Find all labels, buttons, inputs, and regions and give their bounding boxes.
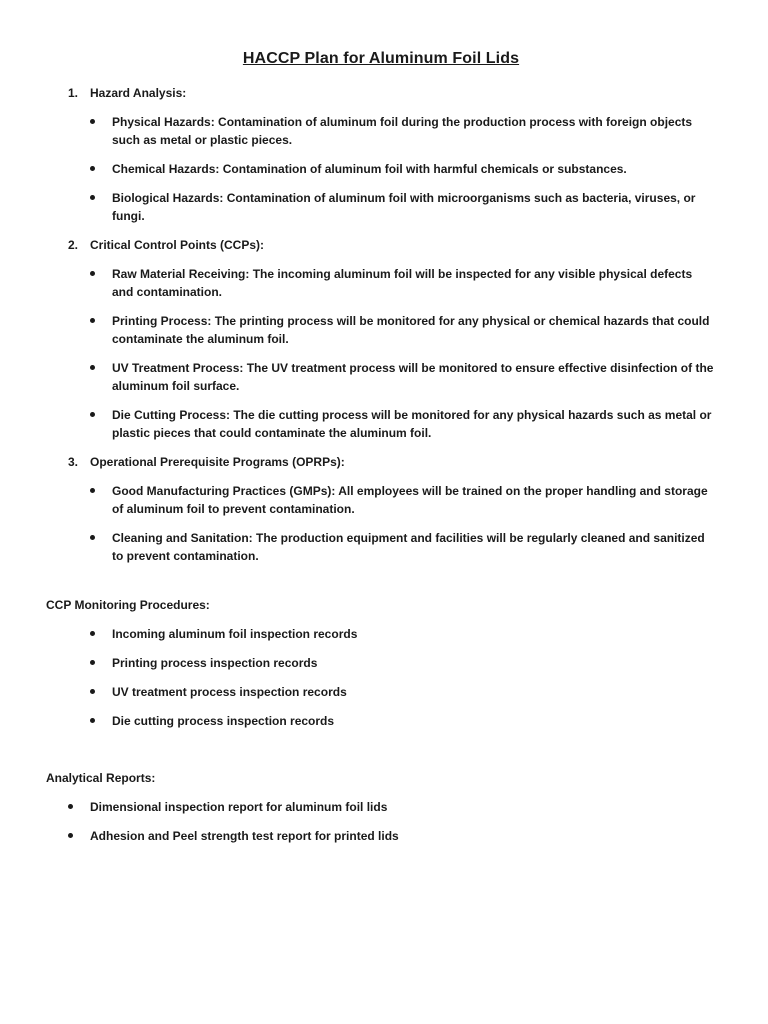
section-title: Hazard Analysis:	[90, 86, 187, 100]
list-item	[46, 265, 716, 301]
bullet-icon	[90, 535, 95, 540]
list-item	[46, 406, 716, 442]
bullet-icon	[90, 195, 95, 200]
section-title: Critical Control Points (CCPs):	[90, 238, 265, 252]
bullet-icon	[90, 166, 95, 171]
list-item	[46, 827, 716, 845]
list-item	[46, 189, 716, 225]
bullet-icon	[90, 689, 95, 694]
section-ccp-heading	[46, 236, 716, 254]
spacer	[46, 576, 716, 596]
list-item-text: UV Treatment Process: The UV treatment process will be monitored to ensure effective disinfection of the aluminum foil surface.	[112, 361, 714, 393]
oprp-list	[46, 482, 716, 565]
bullet-icon	[90, 412, 95, 417]
section-hazard-analysis-heading	[46, 84, 716, 102]
list-item	[46, 529, 716, 565]
list-item-text: Die cutting process inspection records	[112, 714, 335, 728]
bullet-icon	[68, 833, 73, 838]
list-item	[46, 160, 716, 178]
list-item-text: Good Manufacturing Practices (GMPs): All employees will be trained on the proper handling and storage of aluminum foil to prevent contamination.	[112, 484, 708, 516]
section-number: 3.	[68, 455, 79, 469]
list-item-text: Die Cutting Process: The die cutting process will be monitored for any physical hazards such as metal or plastic pieces that could contaminate the aluminum foil.	[112, 408, 712, 440]
bullet-icon	[90, 271, 95, 276]
list-item	[46, 482, 716, 518]
bullet-icon	[90, 318, 95, 323]
bullet-icon	[90, 365, 95, 370]
list-item	[46, 312, 716, 348]
bullet-icon	[90, 660, 95, 665]
bullet-icon	[90, 488, 95, 493]
monitoring-list	[46, 625, 716, 730]
document-title: HACCP Plan for Aluminum Foil Lids	[242, 50, 520, 67]
bullet-icon	[90, 119, 95, 124]
list-item-text: Physical Hazards: Contamination of aluminum foil during the production process with foreign objects such as metal or plastic pieces.	[112, 115, 693, 147]
reports-heading: Analytical Reports:	[46, 771, 156, 785]
ccp-list	[46, 265, 716, 442]
list-item-text: Printing Process: The printing process will be monitored for any physical or chemical hazards that could contaminate the aluminum foil.	[112, 314, 710, 346]
list-item-text: Dimensional inspection report for aluminum foil lids	[90, 800, 388, 814]
monitoring-heading: CCP Monitoring Procedures:	[46, 598, 210, 612]
section-title: Operational Prerequisite Programs (OPRPs):	[90, 455, 345, 469]
list-item-text: Printing process inspection records	[112, 656, 318, 670]
section-number: 2.	[68, 238, 79, 252]
list-item	[46, 625, 716, 643]
list-item-text: Chemical Hazards: Contamination of aluminum foil with harmful chemicals or substances.	[112, 162, 627, 176]
list-item-text: Adhesion and Peel strength test report for printed lids	[90, 829, 399, 843]
section-number: 1.	[68, 86, 79, 100]
list-item-text: Raw Material Receiving: The incoming aluminum foil will be inspected for any visible physical defects and contamination.	[112, 267, 693, 299]
list-item	[46, 359, 716, 395]
list-item-text: UV treatment process inspection records	[112, 685, 347, 699]
reports-list	[46, 798, 716, 845]
list-item-text: Incoming aluminum foil inspection records	[112, 627, 358, 641]
spacer	[46, 741, 716, 769]
list-item	[46, 712, 716, 730]
hazard-analysis-list	[46, 113, 716, 225]
bullet-icon	[90, 631, 95, 636]
bullet-icon	[90, 718, 95, 723]
list-item-text: Cleaning and Sanitation: The production equipment and facilities will be regularly cleaned and sanitized to prevent contamination.	[112, 531, 705, 563]
list-item-text: Biological Hazards: Contamination of aluminum foil with microorganisms such as bacteria, viruses, or fungi.	[112, 191, 696, 223]
section-oprp-heading	[46, 453, 716, 471]
list-item	[46, 113, 716, 149]
bullet-icon	[68, 804, 73, 809]
list-item	[46, 654, 716, 672]
list-item	[46, 798, 716, 816]
list-item	[46, 683, 716, 701]
